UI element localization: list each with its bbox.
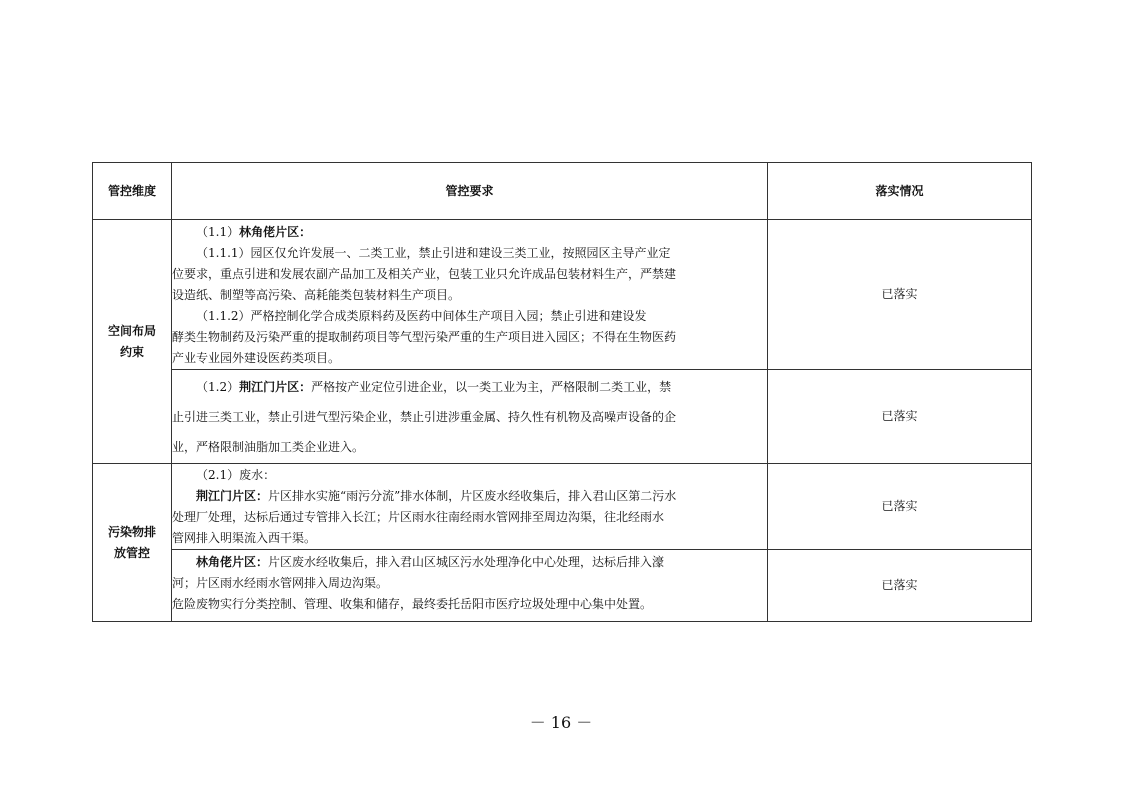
table-row (93, 464, 1032, 550)
table-row (93, 220, 1032, 370)
page-number: － 16 － (529, 713, 593, 732)
requirement-line: 产业专业园外建设医药类项目。 (172, 351, 341, 365)
dimension-label-cont: 放管控 (113, 545, 150, 560)
requirement-line: 设造纸、制塑等高污染、高耗能类包装材料生产项目。 (172, 288, 461, 302)
requirement-line: （2.1）废水： (196, 468, 276, 482)
table-header-row (93, 163, 1032, 220)
requirement-line: （1.1.2）严格控制化学合成类原料药及医药中间体生产项目入园；禁止引进和建设发 (196, 309, 647, 323)
requirement-cell (172, 464, 768, 550)
requirement-line: 止引进三类工业，禁止引进气型污染企业，禁止引进涉重金属、持久性有机物及高噪声设备的企 (172, 410, 677, 424)
requirement-cell (172, 370, 768, 464)
dimension-label: 空间布局 (107, 323, 156, 338)
requirement-line: 河；片区雨水经雨水管网排入周边沟渠。 (172, 576, 389, 590)
header-requirement: 管控要求 (172, 163, 768, 220)
dimension-label: 污染物排 (107, 524, 156, 539)
requirement-line: 危险废物实行分类控制、管理、收集和储存，最终委托岳阳市医疗垃圾处理中心集中处置。 (172, 597, 653, 611)
requirement-line: （1.2）荆江门片区：严格按产业定位引进企业，以一类工业为主，严格限制二类工业，禁 (196, 380, 672, 394)
status-cell: 已落实 (768, 220, 1032, 370)
requirement-line: 酵类生物制药及污染严重的提取制药项目等气型污染严重的生产项目进入园区；不得在生物医药 (172, 330, 677, 344)
header-dimension: 管控维度 (93, 163, 172, 220)
dimension-cell (93, 464, 172, 622)
requirement-line: （1.1.1）园区仅允许发展一、二类工业，禁止引进和建设三类工业，按照园区主导产业定 (196, 246, 671, 260)
requirement-cell (172, 550, 768, 622)
requirement-line: 管网排入明渠流入西干渠。 (172, 531, 317, 545)
table-row (93, 550, 1032, 622)
requirement-cell (172, 220, 768, 370)
requirement-line: 荆江门片区：片区排水实施“雨污分流”排水体制，片区废水经收集后，排入君山区第二污水 (196, 489, 677, 503)
requirement-line: 位要求，重点引进和发展农副产品加工及相关产业，包装工业只允许成品包装材料生产，严禁建 (172, 267, 677, 281)
requirement-line: （1.1）林角佬片区： (196, 225, 312, 239)
status-cell: 已落实 (768, 464, 1032, 550)
dimension-label-cont: 约束 (119, 344, 144, 359)
requirement-line: 林角佬片区：片区废水经收集后，排入君山区城区污水处理净化中心处理，达标后排入濠 (196, 555, 665, 569)
table-row (93, 370, 1032, 464)
control-requirements-table (92, 162, 1032, 622)
requirement-line: 处理厂处理，达标后通过专管排入长江；片区雨水往南经雨水管网排至周边沟渠，往北经雨水 (172, 510, 665, 524)
requirement-line: 业，严格限制油脂加工类企业进入。 (172, 440, 365, 454)
dimension-cell (93, 220, 172, 464)
status-cell: 已落实 (768, 370, 1032, 464)
header-status: 落实情况 (768, 163, 1032, 220)
status-cell: 已落实 (768, 550, 1032, 622)
